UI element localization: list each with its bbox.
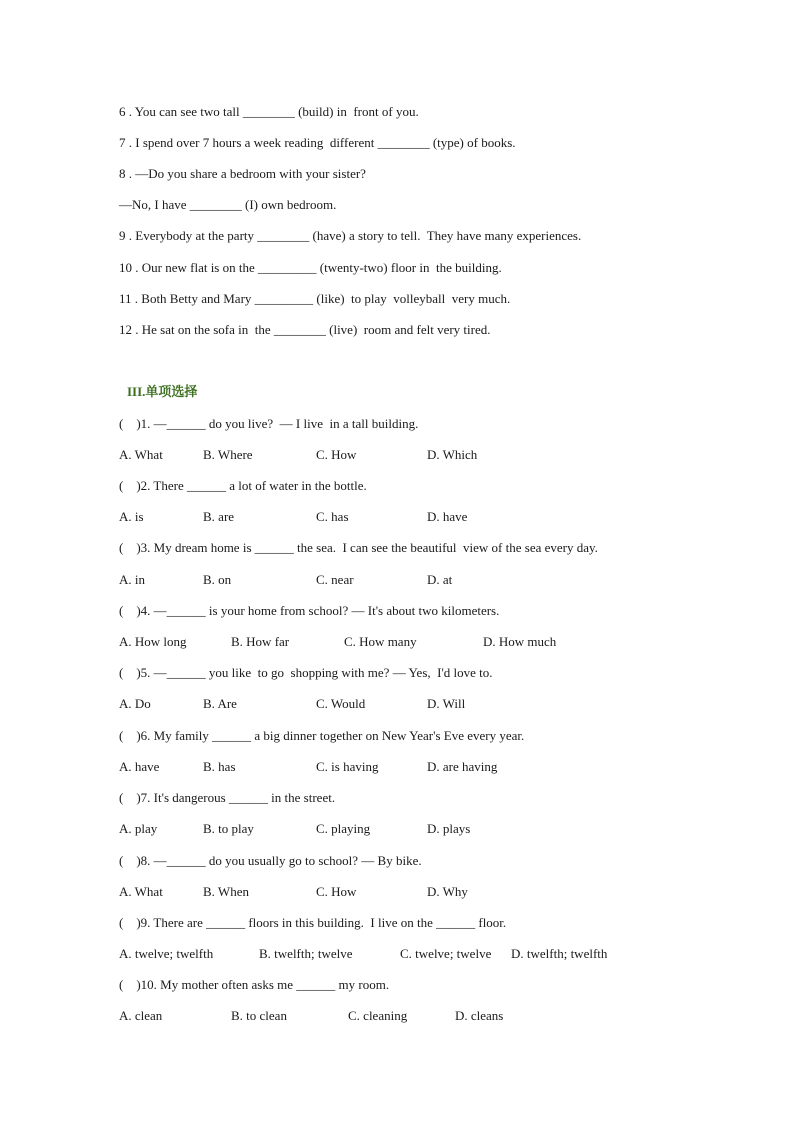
q3-option-a: A. in (119, 572, 145, 587)
q8-option-b: B. When (203, 884, 249, 899)
fill-in-item-12: 12 . He sat on the sofa in the ________ (live) room and felt very tired. (119, 322, 491, 337)
q7-option-b: B. to play (203, 821, 254, 836)
fill-in-item-9: 9 . Everybody at the party ________ (have) a story to tell. They have many experiences. (119, 228, 582, 243)
question-stem-1: ( )1. —______ do you live? — I live in a tall building. (119, 416, 419, 431)
q6-option-c: C. is having (316, 759, 379, 774)
question-stem-7: ( )7. It's dangerous ______ in the street. (119, 790, 336, 805)
q10-option-d: D. cleans (455, 1008, 504, 1023)
q4-option-a: A. How long (119, 634, 187, 649)
question-stem-8: ( )8. —______ do you usually go to school? — By bike. (119, 853, 422, 868)
q3-option-b: B. on (203, 572, 232, 587)
q9-option-c: C. twelve; twelve (400, 946, 492, 961)
fill-in-item-8-question: 8 . —Do you share a bedroom with your sister? (119, 166, 366, 181)
q1-option-a: A. What (119, 447, 163, 462)
question-stem-2: ( )2. There ______ a lot of water in the bottle. (119, 478, 367, 493)
q10-option-c: C. cleaning (348, 1008, 408, 1023)
q3-option-c: C. near (316, 572, 354, 587)
q5-option-a: A. Do (119, 696, 151, 711)
q8-option-d: D. Why (427, 884, 468, 899)
q1-option-b: B. Where (203, 447, 253, 462)
question-stem-6: ( )6. My family ______ a big dinner together on New Year's Eve every year. (119, 728, 525, 743)
q1-option-d: D. Which (427, 447, 478, 462)
q6-option-a: A. have (119, 759, 160, 774)
fill-in-item-8-answer: —No, I have ________ (I) own bedroom. (119, 197, 337, 212)
q10-option-b: B. to clean (231, 1008, 287, 1023)
q7-option-c: C. playing (316, 821, 371, 836)
fill-in-item-7: 7 . I spend over 7 hours a week reading different ________ (type) of books. (119, 135, 516, 150)
q9-option-d: D. twelfth; twelfth (511, 946, 608, 961)
q8-option-a: A. What (119, 884, 163, 899)
q4-option-d: D. How much (483, 634, 557, 649)
q7-option-a: A. play (119, 821, 158, 836)
q5-option-d: D. Will (427, 696, 466, 711)
q4-option-c: C. How many (344, 634, 417, 649)
q1-option-c: C. How (316, 447, 357, 462)
q10-option-a: A. clean (119, 1008, 163, 1023)
q9-option-a: A. twelve; twelfth (119, 946, 214, 961)
fill-in-item-11: 11 . Both Betty and Mary _________ (like) to play volleyball very much. (119, 291, 511, 306)
q4-option-b: B. How far (231, 634, 290, 649)
q7-option-d: D. plays (427, 821, 471, 836)
question-stem-9: ( )9. There are ______ floors in this building. I live on the ______ floor. (119, 915, 507, 930)
q2-option-c: C. has (316, 509, 349, 524)
fill-in-item-10: 10 . Our new flat is on the _________ (twenty-two) floor in the building. (119, 260, 502, 275)
question-stem-10: ( )10. My mother often asks me ______ my room. (119, 977, 390, 992)
fill-in-item-6: 6 . You can see two tall ________ (build) in front of you. (119, 104, 419, 119)
question-stem-4: ( )4. —______ is your home from school? — It's about two kilometers. (119, 603, 500, 618)
q2-option-b: B. are (203, 509, 235, 524)
q6-option-d: D. are having (427, 759, 498, 774)
question-stem-3: ( )3. My dream home is ______ the sea. I can see the beautiful view of the sea every day. (119, 540, 598, 555)
q6-option-b: B. has (203, 759, 236, 774)
q2-option-a: A. is (119, 509, 144, 524)
q2-option-d: D. have (427, 509, 468, 524)
q3-option-d: D. at (427, 572, 453, 587)
q5-option-c: C. Would (316, 696, 366, 711)
question-stem-5: ( )5. —______ you like to go shopping with me? — Yes, I'd love to. (119, 665, 493, 680)
q8-option-c: C. How (316, 884, 357, 899)
q5-option-b: B. Are (203, 696, 237, 711)
section-title: III.单项选择 (127, 384, 198, 399)
q9-option-b: B. twelfth; twelve (259, 946, 353, 961)
